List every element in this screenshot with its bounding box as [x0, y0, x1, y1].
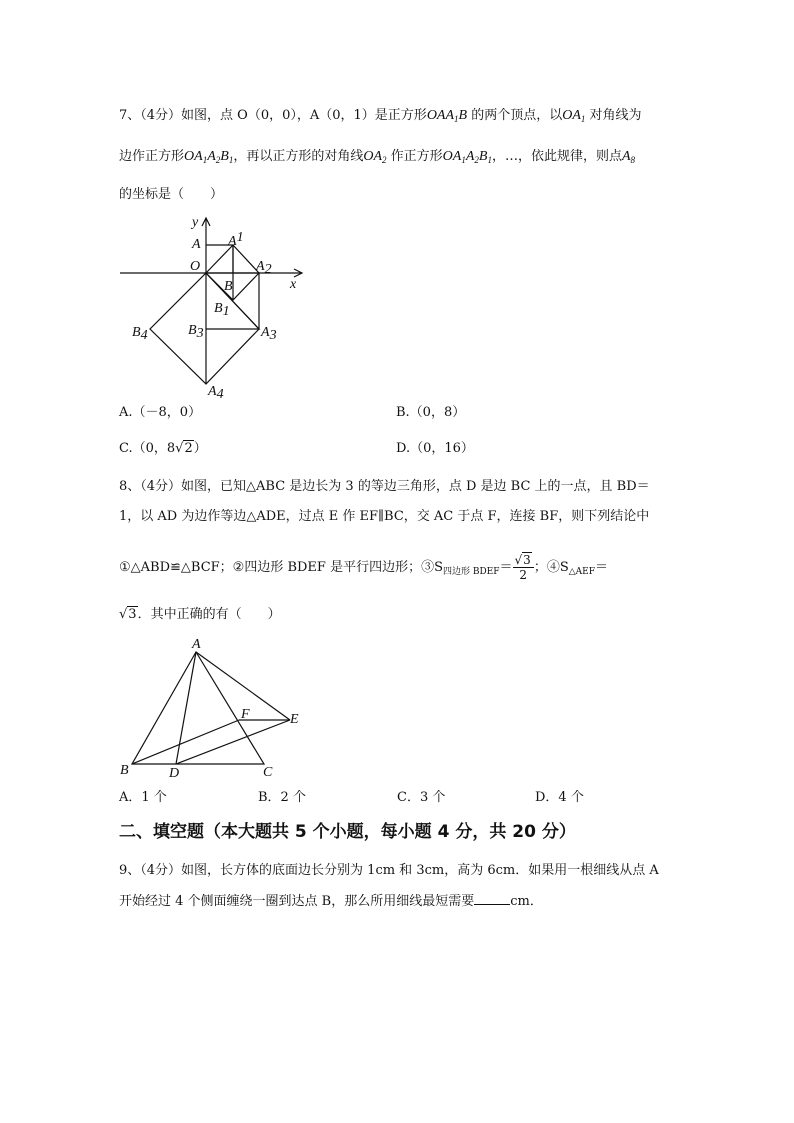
q7-option-d[interactable]: D.（0，16）	[396, 441, 474, 456]
q8-line1: 8、（4分）如图，已知△ABC 是边长为 3 的等边三角形，点 D 是边 BC 上的一点，且 BD＝	[119, 479, 650, 494]
q7-square3-name: $OA_1A_2B_1$	[442, 149, 492, 165]
label-a: A	[192, 237, 201, 252]
q7-square2-name: $OA_1A_2B_1$	[184, 149, 234, 165]
label-d: D	[169, 766, 180, 781]
q7-point-name: $A_8$	[621, 149, 636, 165]
q8-line3: ①△ABD≌△BCF；②四边形 BDEF 是平行四边形；$③S_{四边形 BDEF}=$ $\frac{√3}{2}$ ；$④S_{\triangle AEF}=$	[119, 553, 608, 582]
q8-figure	[118, 636, 318, 781]
label-b3: B3	[188, 323, 204, 341]
q7-option-a[interactable]: A.（－8，0）	[119, 405, 202, 420]
label-a: A	[192, 637, 201, 652]
sqrt-symbol: √2	[175, 441, 193, 456]
q9-line1: 9、（4分）如图，长方体的底面边长分别为 1cm 和 3cm，高为 6cm．如果用一根细线从点 A	[119, 863, 659, 878]
label-f: F	[241, 707, 250, 722]
q8-option-a[interactable]: A．1 个	[119, 790, 167, 805]
q8-line2: 1，以 AD 为边作等边△ADE，过点 E 作 EF∥BC，交 AC 于点 F，连接 BF，则下列结论中	[119, 509, 650, 524]
section-heading: 二、填空题（本大题共 5 个小题，每小题 4 分，共 20 分）	[119, 822, 576, 842]
q7-option-b[interactable]: B.（0，8）	[396, 405, 466, 420]
q8-option-b[interactable]: B．2 个	[258, 790, 306, 805]
label-y: y	[192, 215, 199, 230]
label-b4: B4	[132, 325, 148, 343]
label-a3: A3	[261, 325, 277, 343]
q7-option-c[interactable]: C.（0，8√2）	[119, 441, 207, 456]
label-b1: B1	[214, 301, 230, 319]
q7-diagonal2-name: $OA_2$	[363, 149, 387, 165]
q7-figure	[118, 212, 318, 402]
label-b: B	[224, 279, 233, 294]
label-a2: A2	[256, 259, 272, 277]
q7-line2: 边作正方形$OA_1A_2B_1$，再以正方形的对角线$OA_2$ 作正方形$OA_1A_2B_1$，…，依此规律，则点$A_8$	[119, 149, 636, 165]
q7-square-name: $OAA_1B$	[426, 108, 468, 124]
q7-line3: 的坐标是（ ）	[119, 187, 224, 202]
label-b: B	[120, 763, 129, 778]
q9-line2: 开始经过 4 个侧面缠绕一圈到达点 B，那么所用细线最短需要 cm．	[119, 894, 543, 909]
q8-option-c[interactable]: C．3 个	[397, 790, 446, 805]
sqrt-symbol: √3	[119, 607, 137, 622]
label-e: E	[290, 712, 299, 727]
label-x: x	[290, 277, 297, 292]
q8-line4: √3．其中正确的有（ ）	[119, 607, 281, 622]
label-o: O	[190, 259, 201, 274]
label-a1: A1	[228, 230, 244, 249]
segment-de	[176, 720, 290, 764]
q7-line1: 7、（4分）如图，点 O（0，0），A（0，1）是正方形$OAA_1B$ 的两个顶点，以$OA_1$ 对角线为	[119, 108, 642, 124]
q7-diagonal-name: $OA_1$	[562, 108, 586, 124]
segment-bf	[132, 720, 239, 764]
q7-text: 7、（4分）如图，点 O（0，0），A（0，1）是正方形	[119, 108, 427, 123]
fraction: $\frac{√3}{2}$	[513, 553, 534, 582]
label-a4: A4	[208, 384, 224, 402]
label-c: C	[263, 765, 273, 780]
q8-option-d[interactable]: D．4 个	[535, 790, 584, 805]
answer-blank[interactable]	[474, 892, 510, 905]
